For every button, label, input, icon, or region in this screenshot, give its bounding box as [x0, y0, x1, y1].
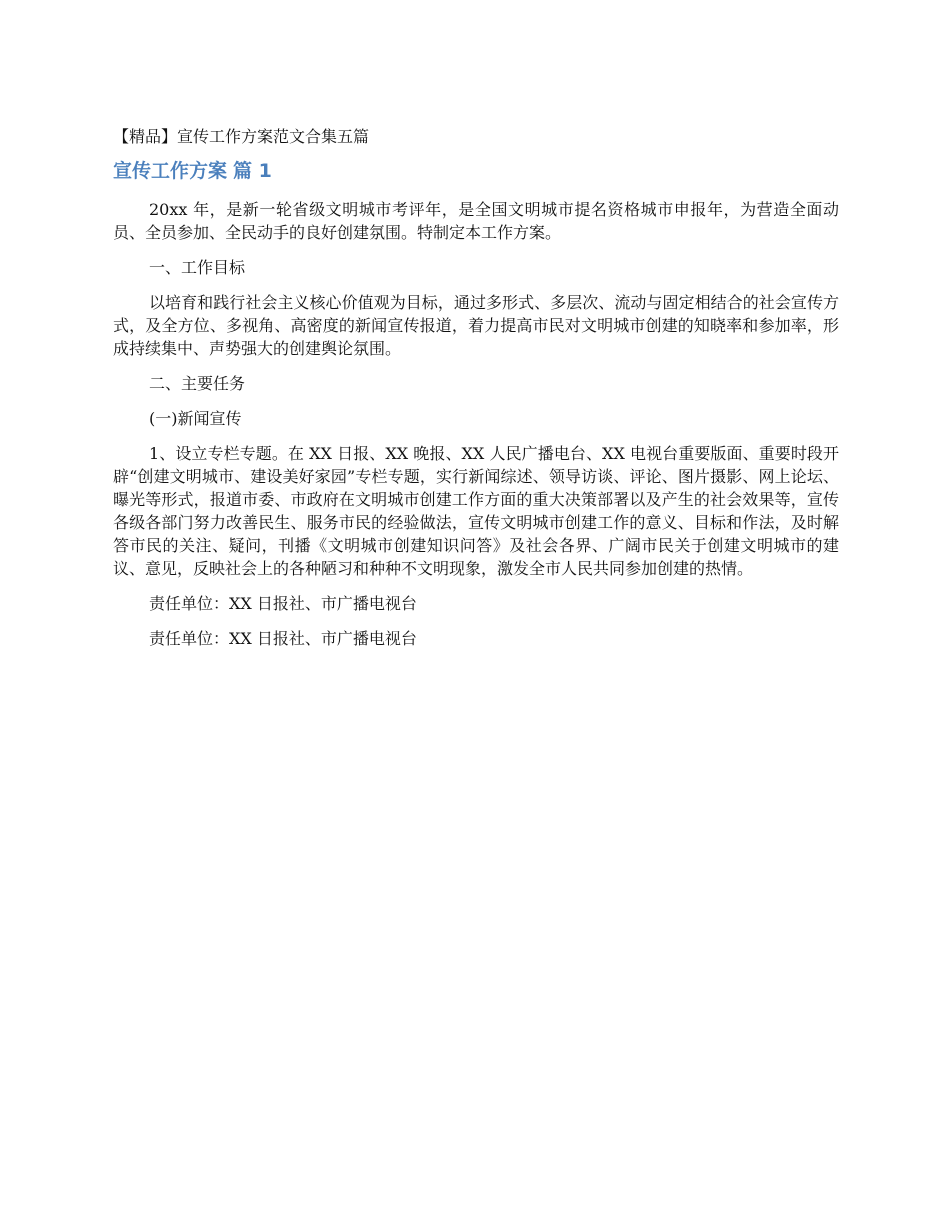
task-paragraph: 1、设立专栏专题。在 XX 日报、XX 晚报、XX 人民广播电台、XX 电视台重要版面、重要时段开辟“创建文明城市、建设美好家园”专栏专题，实行新闻综述、领导访谈、评论、图片摄影、网上论坛、曝光等形式，报道市委、市政府在文明城市创建工作方面的重大决策部署以及产生的社会效果等，宣传各级各部门努力改善民生、服务市民的经验做法，宣传文明城市创建工作的意义、目标和作法，及时解答市民的关注、疑问，刊播《文明城市创建知识问答》及社会各界、广阔市民关于创建文明城市的建议、意见，反映社会上的各种陋习和种种不文明现象，激发全市人民共同参加创建的热情。	[113, 444, 839, 578]
subheading-main-tasks: 二、主要任务	[149, 374, 246, 393]
section-number: 篇 1	[233, 160, 272, 182]
intro-paragraph: 20xx 年，是新一轮省级文明城市考评年，是全国文明城市提名资格城市申报年，为营造全面动员、全员参加、全民动手的良好创建氛围。特制定本工作方案。	[113, 200, 839, 242]
subheading-work-goal: 一、工作目标	[149, 258, 246, 277]
section-heading	[113, 158, 839, 184]
section-heading-text: 宣传工作方案	[113, 160, 228, 182]
document-title: 【精品】宣传工作方案范文合集五篇	[113, 127, 370, 146]
responsible-unit-line: 责任单位：XX 日报社、市广播电视台	[149, 594, 417, 613]
goal-paragraph: 以培育和践行社会主义核心价值观为目标，通过多形式、多层次、流动与固定相结合的社会宣传方式，及全方位、多视角、高密度的新闻宣传报道，着力提高市民对文明城市创建的知晓率和参加率，形成持续集中、声势强大的创建舆论氛围。	[113, 293, 839, 358]
document-body	[113, 124, 839, 662]
responsible-unit-line: 责任单位：XX 日报社、市广播电视台	[149, 629, 417, 648]
subheading-news-publicity: (一)新闻宣传	[149, 409, 242, 428]
